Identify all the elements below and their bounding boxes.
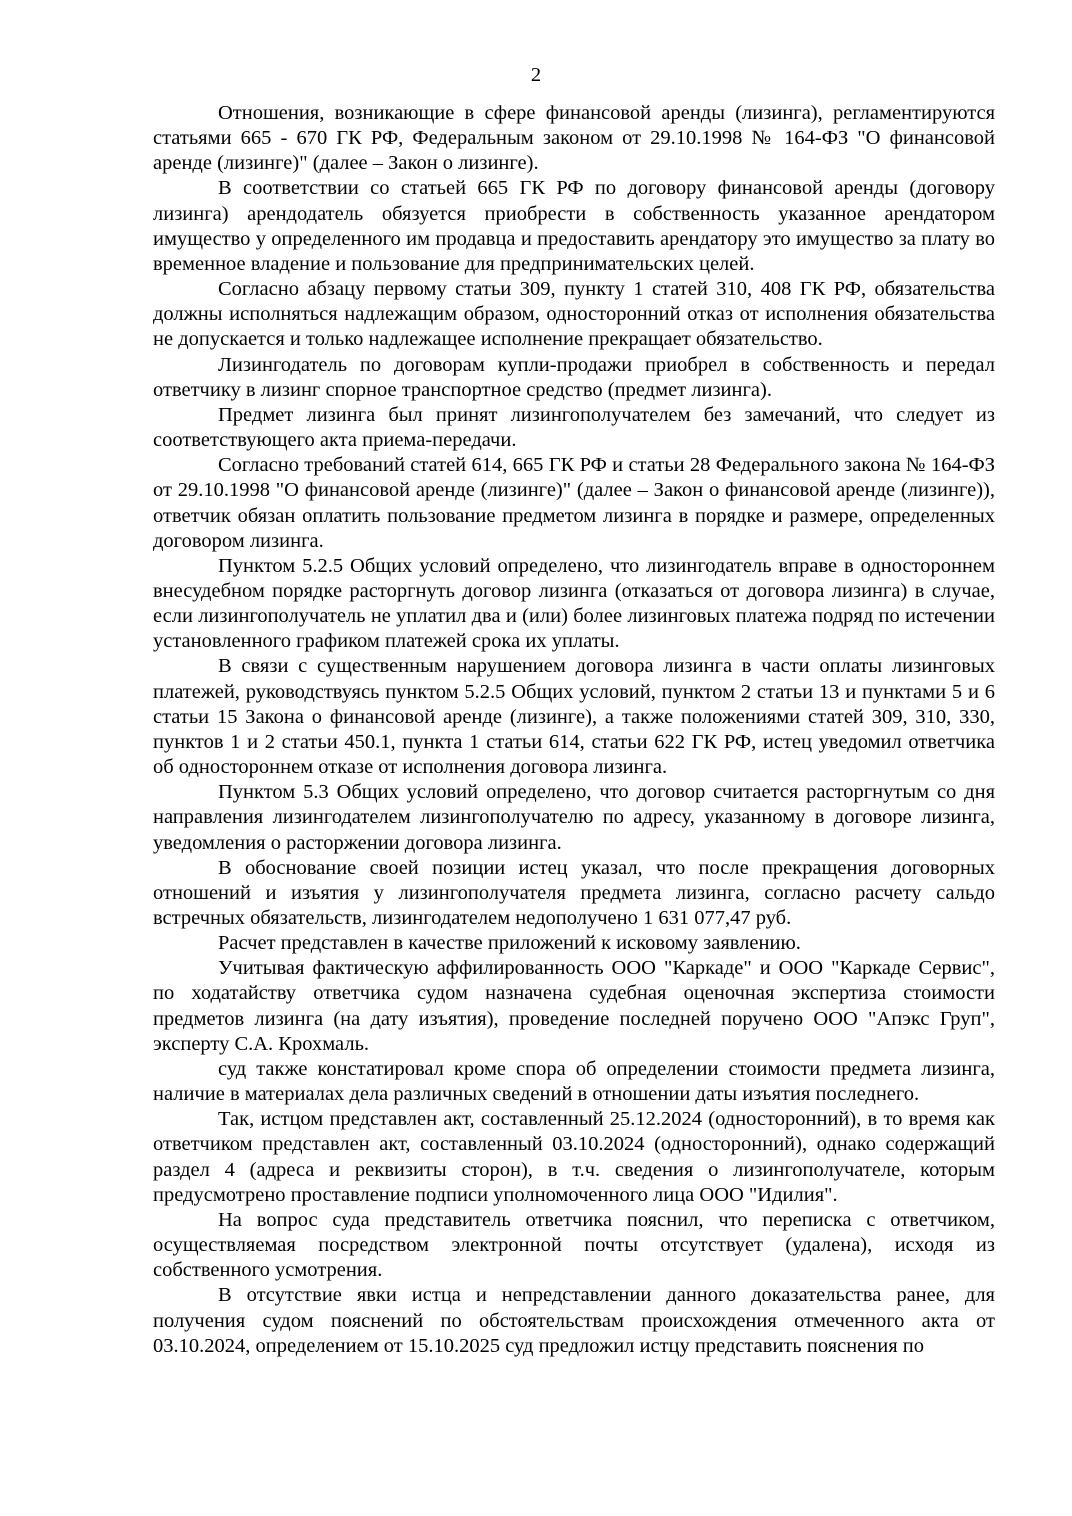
- paragraph: В соответствии со статьей 665 ГК РФ по договору финансовой аренды (договору лизинга) арендодатель обязуется приобрести в собственность указанное арендатором имущество у определенного им продавца и предоставить арендатору это имущество за плату во временное владение и пользование для предпринимательских целей.: [153, 177, 995, 275]
- paragraph: Согласно требований статей 614, 665 ГК РФ и статьи 28 Федерального закона № 164-ФЗ от 29.10.1998 "О финансовой аренде (лизинге)" (далее – Закон о финансовой аренде (лизинге)), ответчик обязан оплатить пользование предметом лизинга в порядке и размере, определенных договором лизинга.: [153, 454, 995, 552]
- paragraph: В связи с существенным нарушением договора лизинга в части оплаты лизинговых платежей, руководствуясь пунктом 5.2.5 Общих условий, пунктом 2 статьи 13 и пунктами 5 и 6 статьи 15 Закона о финансовой аренде (лизинге), а также положениями статей 309, 310, 330, пунктов 1 и 2 статьи 450.1, пункта 1 статьи 614, статьи 622 ГК РФ, истец уведомил ответчика об одностороннем отказе от исполнения договора лизинга.: [153, 655, 995, 779]
- paragraph: Пунктом 5.3 Общих условий определено, что договор считается расторгнутым со дня направления лизингодателем лизингополучателю по адресу, указанному в договоре лизинга, уведомления о расторжении договора лизинга.: [153, 781, 995, 854]
- paragraph: суд также констатировал кроме спора об определении стоимости предмета лизинга, наличие в материалах дела различных сведений в отношении даты изъятия последнего.: [153, 1057, 995, 1106]
- paragraph: Так, истцом представлен акт, составленный 25.12.2024 (односторонний), в то время как ответчиком представлен акт, составленный 03.10.2024 (односторонний), однако содержащий раздел 4 (адреса и реквизиты сторон), в т.ч. сведения о лизингополучателе, которым предусмотрено проставление подписи уполномоченного лица ООО "Идилия".: [153, 1108, 995, 1206]
- paragraph: В отсутствие явки истца и непредставлении данного доказательства ранее, для получения судом пояснений по обстоятельствам происхождения отмеченного акта от 03.10.2024, определением от 15.10.2025 суд предложил истцу представить пояснения по: [153, 1284, 995, 1357]
- paragraph: Предмет лизинга был принят лизингополучателем без замечаний, что следует из соответствующего акта приема-передачи.: [153, 403, 995, 452]
- paragraph: На вопрос суда представитель ответчика пояснил, что переписка с ответчиком, осуществляемая посредством электронной почты отсутствует (удалена), исходя из собственного усмотрения.: [153, 1208, 995, 1282]
- document-body: [153, 101, 995, 1359]
- paragraph: В обоснование своей позиции истец указал, что после прекращения договорных отношений и изъятия у лизингополучателя предмета лизинга, согласно расчету сальдо встречных обязательств, лизингодателем недополучено 1 631 077,47 руб.: [153, 856, 995, 929]
- paragraph: Расчет представлен в качестве приложений к исковому заявлению.: [218, 932, 801, 955]
- paragraph: Учитывая фактическую аффилированность ООО "Каркаде" и ООО "Каркаде Сервис", по ходатайству ответчика судом назначена судебная оценочная экспертиза стоимости предметов лизинга (на дату изъятия), проведение последней поручено ООО "Апэкс Груп", эксперту С.А. Крохмаль.: [153, 957, 995, 1055]
- paragraph: Согласно абзацу первому статьи 309, пункту 1 статей 310, 408 ГК РФ, обязательства должны исполняться надлежащим образом, односторонний отказ от исполнения обязательства не допускается и только надлежащее исполнение прекращает обязательство.: [153, 278, 995, 351]
- page-number: 2: [530, 64, 542, 86]
- paragraph: Отношения, возникающие в сфере финансовой аренды (лизинга), регламентируются статьями 665 - 670 ГК РФ, Федеральным законом от 29.10.1998 № 164-ФЗ "О финансовой аренде (лизинге)" (далее – Закон о лизинге).: [153, 102, 995, 175]
- paragraph: Пунктом 5.2.5 Общих условий определено, что лизингодатель вправе в одностороннем внесудебном порядке расторгнуть договор лизинга (отказаться от договора лизинга) в случае, если лизингополучатель не уплатил два и (или) более лизинговых платежа подряд по истечении установленного графиком платежей срока их уплаты.: [153, 554, 995, 653]
- paragraph: Лизингодатель по договорам купли-продажи приобрел в собственность и передал ответчику в лизинг спорное транспортное средство (предмет лизинга).: [153, 353, 995, 401]
